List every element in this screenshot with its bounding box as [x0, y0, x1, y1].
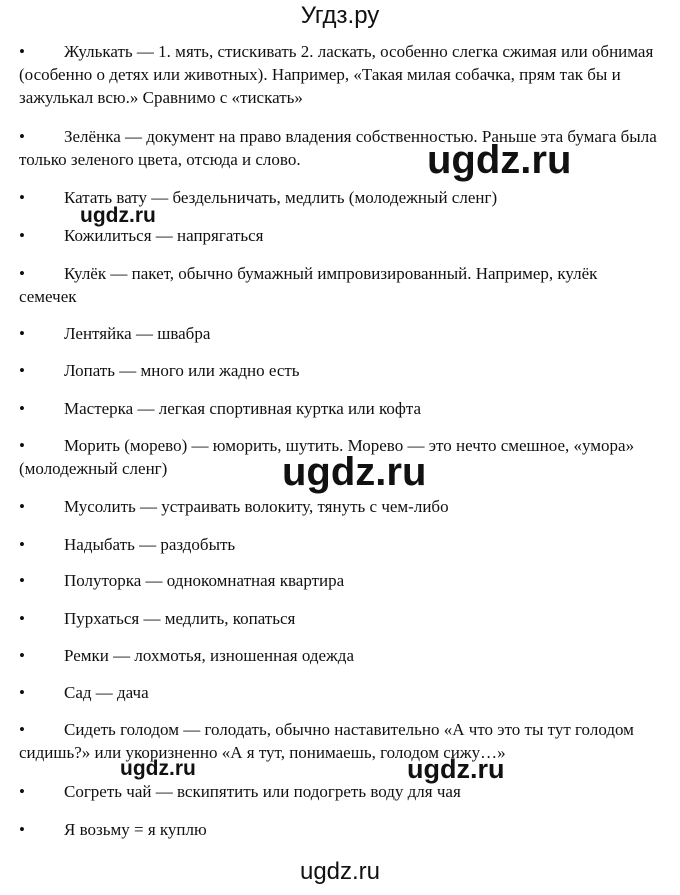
bullet: • — [19, 264, 25, 283]
bullet: • — [19, 683, 25, 702]
bullet: • — [19, 720, 25, 739]
bullet: • — [19, 782, 25, 801]
term-entry — [19, 262, 659, 308]
watermark: ugdz.ru — [120, 757, 196, 780]
term-text: Лопать — много или жадно есть — [64, 361, 300, 380]
watermark: ugdz.ru — [427, 138, 572, 182]
term-text: Лентяйка — швабра — [64, 324, 211, 343]
bullet: • — [19, 609, 25, 628]
term-text: Полуторка — однокомнатная квартира — [64, 571, 345, 590]
term-entry — [19, 681, 659, 704]
bullet: • — [19, 820, 25, 839]
term-entry — [19, 322, 659, 345]
term-entry — [19, 495, 659, 518]
term-text: Катать вату — бездельничать, медлить (молодежный сленг) — [64, 188, 498, 207]
term-entry — [19, 569, 659, 592]
bullet: • — [19, 535, 25, 554]
term-entry — [19, 818, 659, 841]
term-text: Надыбать — раздобыть — [64, 535, 236, 554]
term-entry — [19, 533, 659, 556]
term-text: Кожилиться — напрягаться — [64, 226, 264, 245]
bullet: • — [19, 361, 25, 380]
bullet: • — [19, 226, 25, 245]
term-text: Мастерка — легкая спортивная куртка или кофта — [64, 399, 422, 418]
page-header-title: Угдз.ру — [300, 2, 380, 29]
page-footer-watermark: ugdz.ru — [299, 858, 381, 885]
watermark: ugdz.ru — [407, 754, 505, 784]
bullet: • — [19, 646, 25, 665]
term-text: Пурхаться — медлить, копаться — [64, 609, 296, 628]
term-entry — [19, 359, 659, 382]
watermark: ugdz.ru — [282, 450, 427, 494]
bullet: • — [19, 399, 25, 418]
term-entry — [19, 607, 659, 630]
term-text: Зелёнка — документ на право владения собственностью. Раньше эта бумага была только зеленого цвета, отсюда и слово. — [19, 127, 657, 169]
term-text: Мусолить — устраивать волокиту, тянуть с чем-либо — [64, 497, 449, 516]
term-entry — [19, 718, 659, 764]
term-text: Морить (морево) — юморить, шутить. Морево — это нечто смешное, «умора» (молодежный сленг) — [19, 436, 635, 478]
bullet: • — [19, 42, 25, 61]
watermark: ugdz.ru — [80, 204, 156, 227]
term-text: Ремки — лохмотья, изношенная одежда — [64, 646, 354, 665]
term-text: Кулёк — пакет, обычно бумажный импровизированный. Например, кулёк семечек — [19, 264, 598, 306]
term-text: Сидеть голодом — голодать, обычно наставительно «А что это ты тут голодом сидишь?» или укоризненно «А я тут, понимаешь, голодом сижу…» — [19, 720, 634, 762]
bullet: • — [19, 188, 25, 207]
term-text: Жулькать — 1. мять, стискивать 2. ласкать, особенно слегка сжимая или обнимая (особенно о детях или животных). Например, «Такая милая собачка, прям так бы и зажулькал всю.» Сравнимо с «тискать» — [19, 42, 654, 107]
term-text: Я возьму = я куплю — [64, 820, 207, 839]
bullet: • — [19, 127, 25, 146]
term-entry — [19, 644, 659, 667]
term-text: Согреть чай — вскипятить или подогреть воду для чая — [64, 782, 461, 801]
term-text: Сад — дача — [64, 683, 149, 702]
bullet: • — [19, 324, 25, 343]
bullet: • — [19, 497, 25, 516]
term-entry — [19, 40, 659, 109]
term-entry — [19, 780, 659, 803]
bullet: • — [19, 571, 25, 590]
term-entry — [19, 397, 659, 420]
bullet: • — [19, 436, 25, 455]
